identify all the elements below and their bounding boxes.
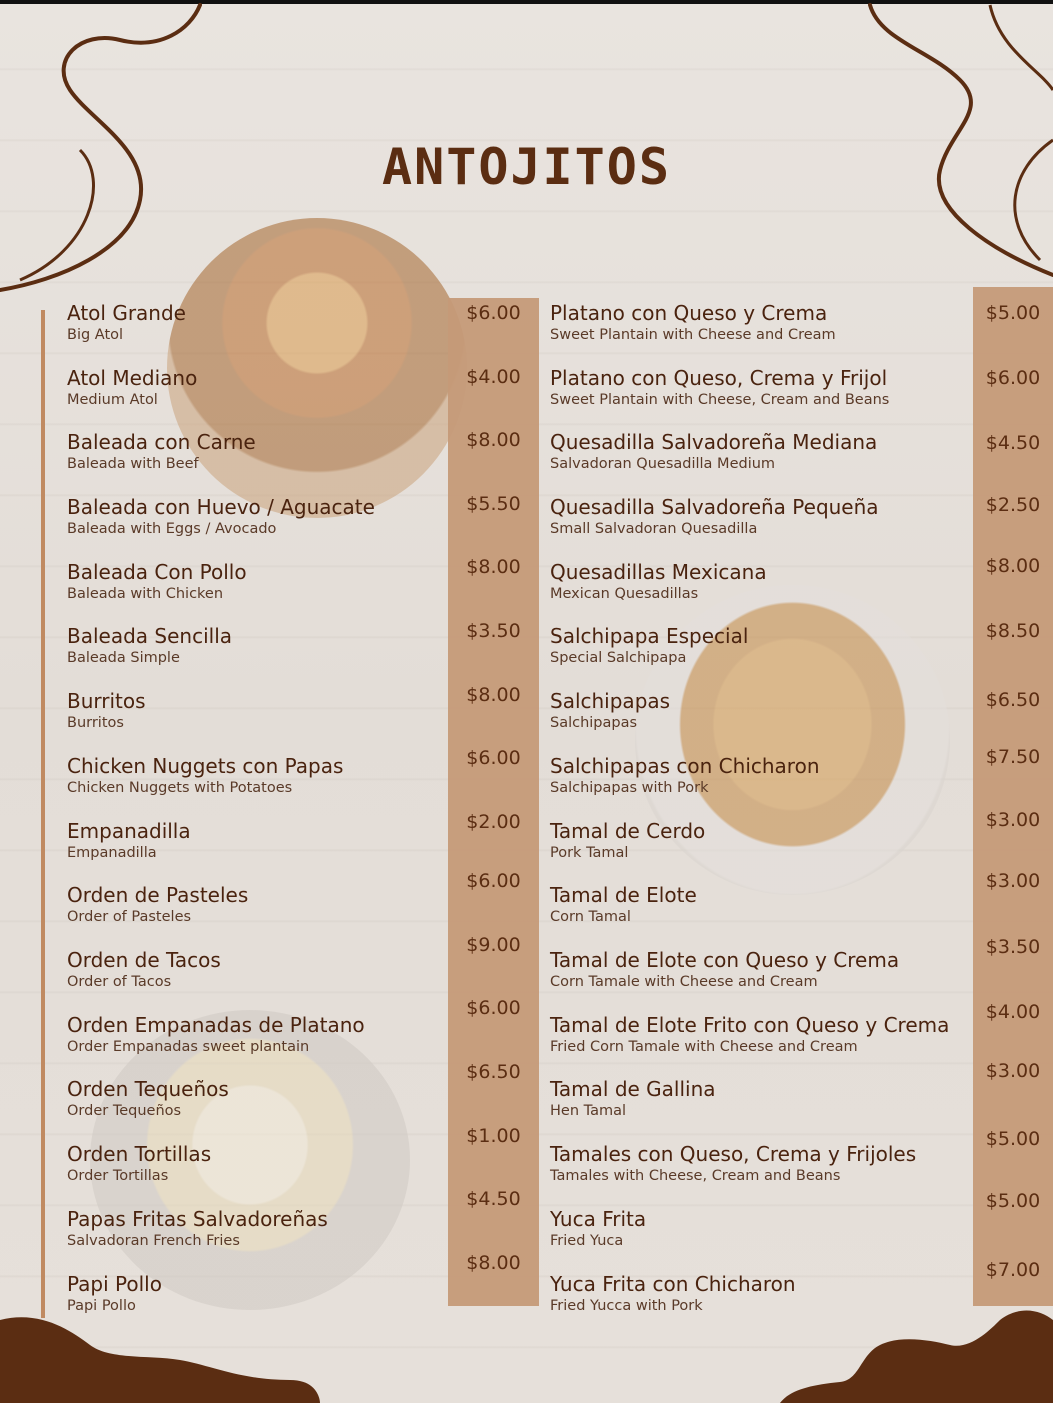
item-price: $6.00 [985, 367, 1041, 389]
page-title: ANTOJITOS [382, 138, 671, 196]
menu-item [67, 366, 197, 410]
item-desc: Order of Tacos [67, 974, 172, 990]
menu-item [67, 1142, 211, 1186]
item-name: Orden de Pasteles [67, 883, 249, 907]
item-name: Quesadilla Salvadoreña Mediana [550, 430, 878, 454]
item-name: Tamal de Elote [550, 883, 697, 907]
item-desc: Salchipapas with Pork [550, 780, 709, 796]
item-name: Atol Grande [67, 301, 186, 325]
item-price: $3.00 [985, 1060, 1041, 1082]
item-name: Tamal de Gallina [550, 1077, 716, 1101]
item-price: $3.50 [466, 620, 521, 642]
menu-item [67, 1207, 328, 1251]
menu-item [67, 754, 343, 798]
menu-item [550, 430, 877, 474]
item-price: $2.50 [985, 494, 1041, 516]
item-price: $8.00 [466, 684, 521, 706]
item-price: $8.00 [466, 556, 521, 578]
top-border [0, 0, 1053, 4]
item-desc: Tamales with Cheese, Cream and Beans [550, 1168, 841, 1184]
menu-item [67, 1013, 365, 1057]
item-price: $4.00 [985, 1001, 1041, 1023]
item-price: $8.50 [985, 620, 1041, 642]
item-name: Baleada con Carne [67, 430, 256, 454]
item-desc: Big Atol [67, 327, 124, 343]
item-desc: Hen Tamal [550, 1103, 627, 1119]
menu-item [550, 301, 836, 345]
item-name: Quesadilla Salvadoreña Pequeña [550, 495, 879, 519]
item-desc: Burritos [67, 715, 124, 731]
item-price: $4.50 [985, 432, 1041, 454]
item-price: $6.00 [466, 747, 521, 769]
item-name: Burritos [67, 689, 146, 713]
menu-item [550, 1077, 716, 1121]
item-name: Atol Mediano [67, 366, 198, 390]
menu-item [67, 819, 191, 863]
item-price: $5.00 [985, 1128, 1041, 1150]
menu-item [550, 948, 899, 992]
menu-item [67, 301, 186, 345]
item-name: Baleada con Huevo / Aguacate [67, 495, 375, 519]
item-desc: Small Salvadoran Quesadilla [550, 521, 758, 537]
item-price: $3.50 [985, 936, 1041, 958]
menu-item [550, 883, 697, 927]
item-desc: Corn Tamal [550, 909, 631, 925]
item-price: $3.00 [985, 809, 1041, 831]
item-name: Papi Pollo [67, 1272, 162, 1296]
item-desc: Order Tequeños [67, 1103, 182, 1119]
item-desc: Mexican Quesadillas [550, 586, 699, 602]
menu-item [67, 560, 247, 604]
menu-item [550, 495, 879, 539]
menu-item [67, 430, 256, 474]
menu-item [67, 883, 248, 927]
item-desc: Salvadoran Quesadilla Medium [550, 456, 776, 472]
item-desc: Baleada with Beef [67, 456, 199, 472]
item-name: Platano con Queso, Crema y Frijol [550, 366, 888, 390]
item-price: $6.50 [466, 1061, 521, 1083]
item-name: Salchipapa Especial [550, 624, 749, 648]
item-desc: Empanadilla [67, 845, 157, 861]
item-name: Orden Empanadas de Platano [67, 1013, 365, 1037]
item-price: $4.00 [466, 366, 521, 388]
item-desc: Sweet Plantain with Cheese and Cream [550, 327, 836, 343]
menu-item [550, 754, 820, 798]
item-price: $3.00 [985, 870, 1041, 892]
item-desc: Salchipapas [550, 715, 638, 731]
item-desc: Salvadoran French Fries [67, 1233, 240, 1249]
menu-item [67, 495, 375, 539]
swirl-right-top [990, 5, 1053, 90]
item-name: Papas Fritas Salvadoreñas [67, 1207, 328, 1231]
bottom-drip-border [0, 1300, 1053, 1403]
item-desc: Corn Tamale with Cheese and Cream [550, 974, 818, 990]
item-price: $7.00 [985, 1259, 1041, 1281]
item-price: $5.50 [466, 493, 521, 515]
menu-item [550, 1207, 646, 1251]
item-name: Tamales con Queso, Crema y Frijoles [550, 1142, 917, 1166]
item-price: $5.00 [985, 1190, 1041, 1212]
item-name: Chicken Nuggets con Papas [67, 754, 344, 778]
menu-item [67, 624, 232, 668]
item-price: $7.50 [985, 746, 1041, 768]
item-desc: Fried Yuca [550, 1233, 624, 1249]
drip-left [0, 1317, 320, 1403]
item-desc: Order Empanadas sweet plantain [67, 1039, 310, 1055]
item-price: $6.00 [466, 997, 521, 1019]
item-price: $8.00 [985, 555, 1041, 577]
menu-item [550, 560, 767, 604]
item-desc: Sweet Plantain with Cheese, Cream and Beans [550, 392, 890, 408]
item-price: $5.00 [985, 302, 1041, 324]
item-price: $8.00 [466, 1252, 521, 1274]
item-price: $1.00 [466, 1125, 521, 1147]
item-desc: Special Salchipapa [550, 650, 687, 666]
menu-item [550, 624, 748, 668]
menu-item [67, 948, 221, 992]
menu-item [67, 1077, 229, 1121]
menu-item [550, 689, 670, 733]
item-desc: Medium Atol [67, 392, 158, 408]
item-desc: Order Tortillas [67, 1168, 169, 1184]
menu-item [550, 819, 705, 863]
menu-item [67, 689, 146, 733]
menu-item [550, 1013, 949, 1057]
item-name: Salchipapas [550, 689, 671, 713]
item-desc: Order of Pasteles [67, 909, 192, 925]
item-name: Yuca Frita con Chicharon [550, 1272, 796, 1296]
item-name: Empanadilla [67, 819, 191, 843]
item-name: Baleada Sencilla [67, 624, 232, 648]
menu-item [550, 1142, 916, 1186]
item-name: Platano con Queso y Crema [550, 301, 828, 325]
item-name: Quesadillas Mexicana [550, 560, 767, 584]
item-price: $6.00 [466, 302, 521, 324]
item-price: $2.00 [466, 811, 521, 833]
item-desc: Baleada with Chicken [67, 586, 224, 602]
item-name: Salchipapas con Chicharon [550, 754, 820, 778]
item-desc: Papi Pollo [67, 1298, 136, 1314]
item-desc: Baleada Simple [67, 650, 180, 666]
item-price: $6.00 [466, 870, 521, 892]
item-name: Baleada Con Pollo [67, 560, 247, 584]
item-name: Tamal de Elote Frito con Queso y Crema [550, 1013, 950, 1037]
item-price: $4.50 [466, 1188, 521, 1210]
item-price: $6.50 [985, 689, 1041, 711]
item-name: Yuca Frita [550, 1207, 647, 1231]
item-name: Orden Tequeños [67, 1077, 229, 1101]
drip-right [780, 1311, 1053, 1403]
left-accent-line [41, 310, 45, 1318]
item-price: $8.00 [466, 429, 521, 451]
item-price: $9.00 [466, 934, 521, 956]
menu-item [550, 366, 889, 410]
item-name: Orden Tortillas [67, 1142, 212, 1166]
item-name: Orden de Tacos [67, 948, 221, 972]
item-name: Tamal de Cerdo [550, 819, 706, 843]
item-desc: Fried Yucca with Pork [550, 1298, 703, 1314]
item-desc: Pork Tamal [550, 845, 629, 861]
item-desc: Chicken Nuggets with Potatoes [67, 780, 293, 796]
item-name: Tamal de Elote con Queso y Crema [550, 948, 900, 972]
item-desc: Baleada with Eggs / Avocado [67, 521, 277, 537]
item-desc: Fried Corn Tamale with Cheese and Cream [550, 1039, 858, 1055]
